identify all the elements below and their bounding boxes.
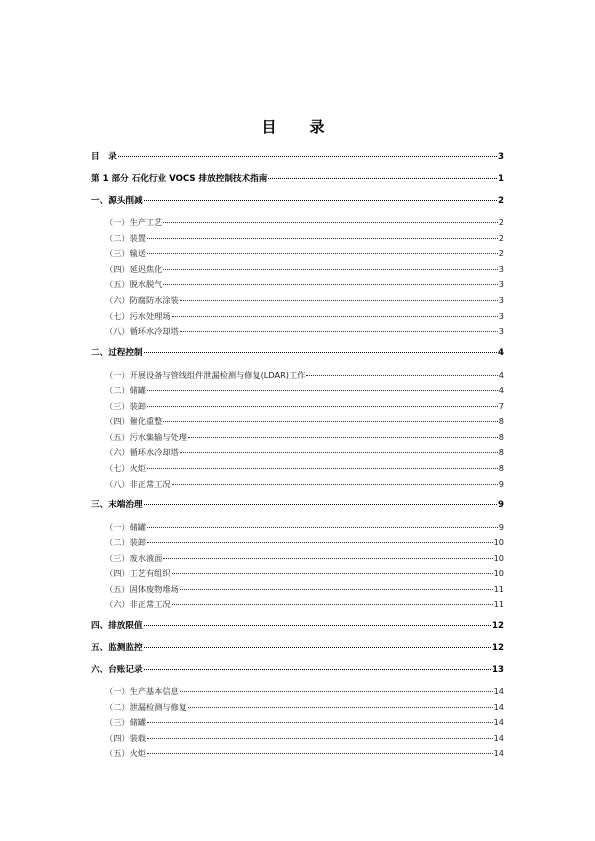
toc-page-number: 3 <box>498 264 504 274</box>
toc-entry-label: （一）开展设备与管线组件泄漏检测与修复(LDAR)工作 <box>105 370 306 380</box>
toc-entry-label: 六、台账记录 <box>91 665 143 675</box>
toc-dot-leader <box>147 722 493 723</box>
toc-subentry[interactable] <box>105 716 504 728</box>
toc-entry-label: （五）火炬 <box>105 748 146 758</box>
toc-page-number: 14 <box>493 733 504 743</box>
toc-entry[interactable] <box>91 173 504 185</box>
toc-dot-leader <box>147 738 493 739</box>
toc-dot-leader <box>144 200 497 201</box>
toc-dot-leader <box>172 573 493 574</box>
toc-page-number: 1 <box>498 174 504 184</box>
toc-page-number: 8 <box>498 416 504 426</box>
toc-dot-leader <box>172 484 498 485</box>
toc-dot-leader <box>144 625 491 626</box>
toc-entry[interactable] <box>91 664 504 676</box>
toc-dot-leader <box>147 238 498 239</box>
toc-entry-label: 三、末端治理 <box>91 500 143 510</box>
toc-entry-label: （五）污水集输与处理 <box>105 432 187 442</box>
toc-entry-label: （七）污水处理场 <box>105 311 171 321</box>
toc-subentry[interactable] <box>105 521 504 533</box>
toc-entry[interactable] <box>91 620 504 632</box>
toc-entry-label: （一）生产工艺 <box>105 217 163 227</box>
toc-subentry[interactable] <box>105 552 504 564</box>
toc-entry-label: 四、排放限值 <box>91 621 143 631</box>
toc-dot-leader <box>172 316 498 317</box>
toc-page-number: 10 <box>493 553 504 563</box>
toc-entry-label: （一）生产基本信息 <box>105 686 179 696</box>
toc-entry-label: （三）废水液面 <box>105 553 163 563</box>
toc-dot-leader <box>144 504 497 505</box>
toc-entry[interactable] <box>91 642 504 654</box>
toc-entry[interactable] <box>91 151 504 163</box>
toc-subentry[interactable] <box>105 310 504 322</box>
toc-subentry[interactable] <box>105 384 504 396</box>
toc-dot-leader <box>118 156 497 157</box>
toc-subentry[interactable] <box>105 263 504 275</box>
toc-page-number: 2 <box>498 248 504 258</box>
toc-entry-label: （三）储罐 <box>105 717 146 727</box>
toc-page-number: 8 <box>498 463 504 473</box>
toc-dot-leader <box>188 707 493 708</box>
toc-subentry[interactable] <box>105 325 504 337</box>
toc-entry-label: （二）装置 <box>105 233 146 243</box>
toc-dot-leader <box>144 352 497 353</box>
toc-page-number: 2 <box>498 196 504 206</box>
toc-page-number: 3 <box>498 326 504 336</box>
toc-subentry[interactable] <box>105 747 504 759</box>
toc-page-number: 4 <box>498 385 504 395</box>
toc-subentry[interactable] <box>105 536 504 548</box>
toc-page-number: 3 <box>498 311 504 321</box>
toc-subentry[interactable] <box>105 701 504 713</box>
toc-entry[interactable] <box>91 195 504 207</box>
toc-subentry[interactable] <box>105 247 504 259</box>
toc-subentry[interactable] <box>105 369 504 381</box>
toc-dot-leader <box>163 558 492 559</box>
toc-dot-leader <box>147 390 498 391</box>
toc-page-number: 2 <box>498 217 504 227</box>
toc-entry-label: （四）延迟焦化 <box>105 264 163 274</box>
toc-dot-leader <box>188 437 498 438</box>
toc-entry[interactable] <box>91 499 504 511</box>
toc-entry-label: （六）非正常工况 <box>105 599 171 609</box>
toc-dot-leader <box>268 178 497 179</box>
toc-dot-leader <box>180 300 498 301</box>
toc-entry-label: （八）循环水冷却塔 <box>105 326 179 336</box>
toc-entry-label: （三）输送 <box>105 248 146 258</box>
toc-dot-leader <box>306 375 497 376</box>
toc-subentry[interactable] <box>105 462 504 474</box>
toc-page-number: 3 <box>498 295 504 305</box>
toc-page-number: 13 <box>492 665 504 675</box>
toc-dot-leader <box>180 589 493 590</box>
toc-page-number: 14 <box>493 717 504 727</box>
toc-subentry[interactable] <box>105 294 504 306</box>
toc-entry-label: （四）工艺有组织 <box>105 568 171 578</box>
toc-subentry[interactable] <box>105 567 504 579</box>
toc-entry-label: 第 1 部分 石化行业 VOCS 排放控制技术指南 <box>91 174 268 184</box>
toc-entry-label: （二）装卸 <box>105 537 146 547</box>
toc-entry-label: （四）装载 <box>105 733 146 743</box>
toc-page-number: 12 <box>492 643 504 653</box>
toc-dot-leader <box>147 406 498 407</box>
toc-page-number: 8 <box>498 432 504 442</box>
toc-page-number: 9 <box>498 479 504 489</box>
toc-page-number: 11 <box>493 599 504 609</box>
toc-page-number: 10 <box>493 537 504 547</box>
toc-page-number: 12 <box>492 621 504 631</box>
toc-entry-label: （二）泄漏检测与修复 <box>105 702 187 712</box>
toc-dot-leader <box>144 669 491 670</box>
toc-subentry[interactable] <box>105 400 504 412</box>
toc-page-number: 9 <box>498 522 504 532</box>
toc-dot-leader <box>180 331 498 332</box>
toc-subentry[interactable] <box>105 232 504 244</box>
toc-page-number: 4 <box>498 370 504 380</box>
toc-entry-label: 二、过程控制 <box>91 348 143 358</box>
toc-dot-leader <box>147 753 493 754</box>
toc-entry-label: （四）催化重整 <box>105 416 163 426</box>
toc-entry-label: （八）非正常工况 <box>105 479 171 489</box>
toc-page-number: 9 <box>498 500 504 510</box>
toc-entry-label: （六）防腐防水涂装 <box>105 295 179 305</box>
toc-subentry[interactable] <box>105 685 504 697</box>
toc-page-number: 3 <box>498 279 504 289</box>
toc-page-number: 2 <box>498 233 504 243</box>
toc-dot-leader <box>163 269 497 270</box>
toc-subentry[interactable] <box>105 598 504 610</box>
toc-page-number: 11 <box>493 584 504 594</box>
toc-page-number: 3 <box>498 152 504 162</box>
toc-dot-leader <box>180 452 498 453</box>
toc-dot-leader <box>163 284 497 285</box>
toc-page-number: 14 <box>493 686 504 696</box>
toc-entry-label: （五）固体废物堆场 <box>105 584 179 594</box>
toc-dot-leader <box>163 421 497 422</box>
toc-entry-label: （七）火炬 <box>105 463 146 473</box>
toc-subentry[interactable] <box>105 216 504 228</box>
toc-dot-leader <box>147 253 498 254</box>
toc-subentry[interactable] <box>105 732 504 744</box>
toc-page-number: 14 <box>493 702 504 712</box>
toc-subentry[interactable] <box>105 415 504 427</box>
toc-dot-leader <box>147 468 498 469</box>
toc-entry[interactable] <box>91 347 504 359</box>
toc-entry-label: （二）储罐 <box>105 385 146 395</box>
toc-entry-label: 目 录 <box>91 152 117 162</box>
toc-page-number: 7 <box>498 401 504 411</box>
toc-subentry[interactable] <box>105 583 504 595</box>
toc-entry-label: （五）脱水脱气 <box>105 279 163 289</box>
toc-entry-label: （三）装卸 <box>105 401 146 411</box>
toc-subentry[interactable] <box>105 278 504 290</box>
toc-entry-label: 一、源头削减 <box>91 196 143 206</box>
toc-subentry[interactable] <box>105 478 504 490</box>
toc-subentry[interactable] <box>105 431 504 443</box>
toc-dot-leader <box>180 691 493 692</box>
toc-dot-leader <box>172 604 493 605</box>
page-title: 目 录 <box>261 118 334 136</box>
toc-page-number: 10 <box>493 568 504 578</box>
toc-page-number: 4 <box>498 348 504 358</box>
toc-subentry[interactable] <box>105 446 504 458</box>
toc-entry-label: （一）储罐 <box>105 522 146 532</box>
toc-page-number: 14 <box>493 748 504 758</box>
toc-entry-label: （六）循环水冷却塔 <box>105 447 179 457</box>
toc-dot-leader <box>144 647 491 648</box>
toc-dot-leader <box>163 222 497 223</box>
toc-dot-leader <box>147 527 498 528</box>
toc-dot-leader <box>147 542 493 543</box>
toc-page-number: 8 <box>498 447 504 457</box>
toc-entry-label: 五、监测监控 <box>91 643 143 653</box>
